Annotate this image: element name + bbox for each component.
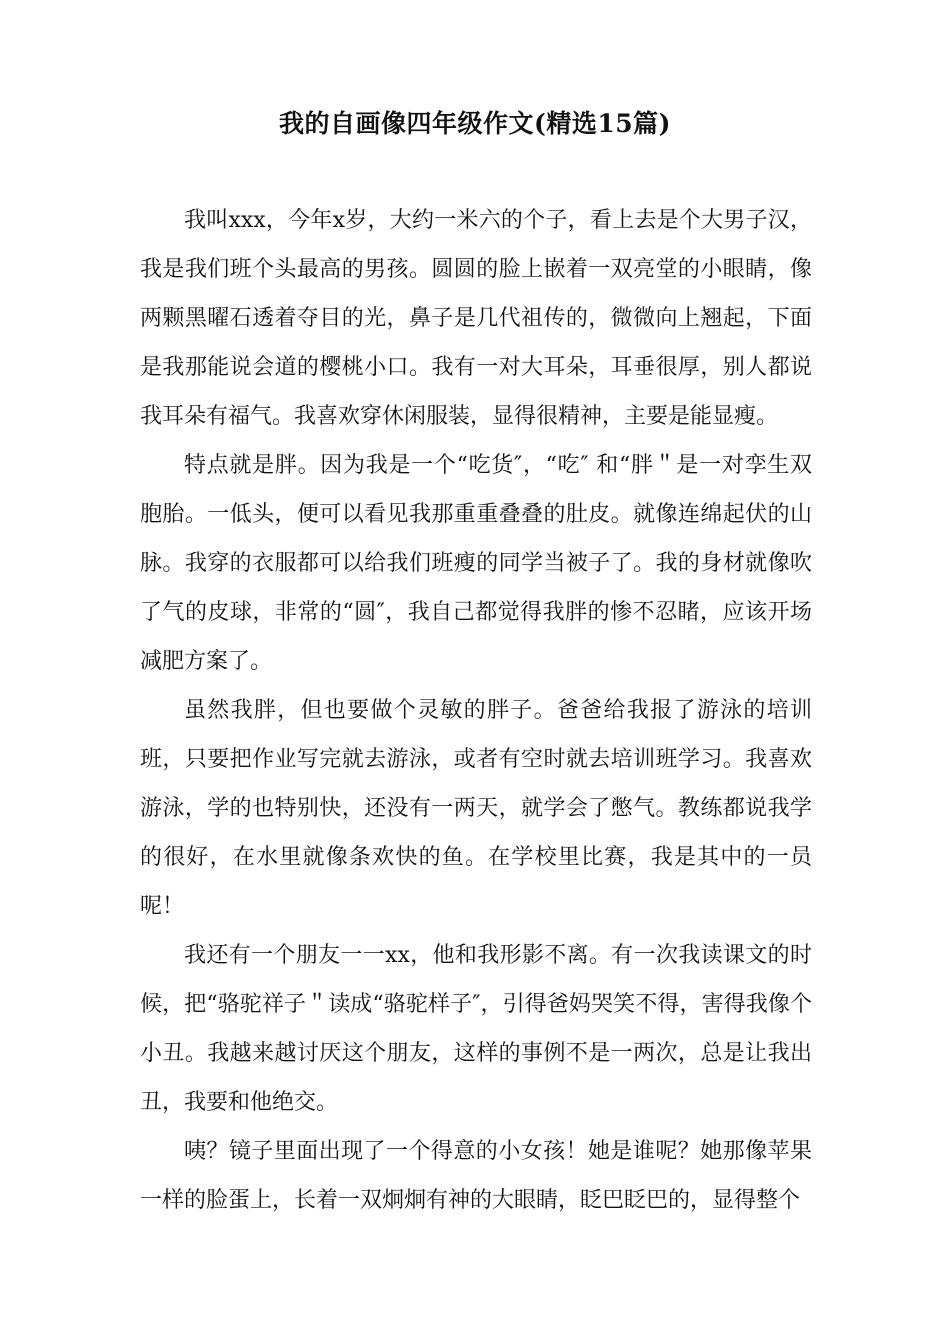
paragraph: 咦？镜子里面出现了一个得意的小女孩！她是谁呢？她那像苹果一样的脸蛋上，长着一双炯炯有神的大眼睛，眨巴眨巴的，显得整个 xyxy=(140,1139,812,1213)
paragraph: 我叫xxx，今年x岁，大约一米六的个子，看上去是个大男子汉，我是我们班个头最高的男孩。圆圆的脸上嵌着一双亮堂的小眼睛，像两颗黑曜石透着夺目的光，鼻子是几代祖传的，微微向上翘起，下面是我那能说会道的樱桃小口。我有一对大耳朵，耳垂很厚，别人都说我耳朵有福气。我喜欢穿休闲服装，显得很精神，主要是能显瘦。 xyxy=(140,208,812,429)
paragraph: 虽然我胖，但也要做个灵敏的胖子。爸爸给我报了游泳的培训班，只要把作业写完就去游泳，或者有空时就去培训班学习。我喜欢游泳，学的也特别快，还没有一两天，就学会了憋气。教练都说我学的很好，在水里就像条欢快的鱼。在学校里比赛，我是其中的一员呢！ xyxy=(140,698,812,919)
paragraph: 我还有一个朋友一一xx，他和我形影不离。有一次我读课文的时候，把“骆驼祥子＂读成“骆驼样子″，引得爸妈哭笑不得，害得我像个小丑。我越来越讨厌这个朋友，这样的事例不是一两次，总是让我出丑，我要和他绝交。 xyxy=(140,943,812,1115)
document-title: 我的自画像四年级作文(精选15篇) xyxy=(279,109,671,138)
document-body xyxy=(140,196,812,1225)
paragraph: 特点就是胖。因为我是一个“吃货″，“吃″ 和“胖＂是一对孪生双胞胎。一低头，便可以看见我那重重叠叠的肚皮。就像连绵起伏的山脉。我穿的衣服都可以给我们班瘦的同学当被子了。我的身材就像吹了气的皮球，非常的“圆″，我自己都觉得我胖的惨不忍睹，应该开场减肥方案了。 xyxy=(140,453,812,674)
